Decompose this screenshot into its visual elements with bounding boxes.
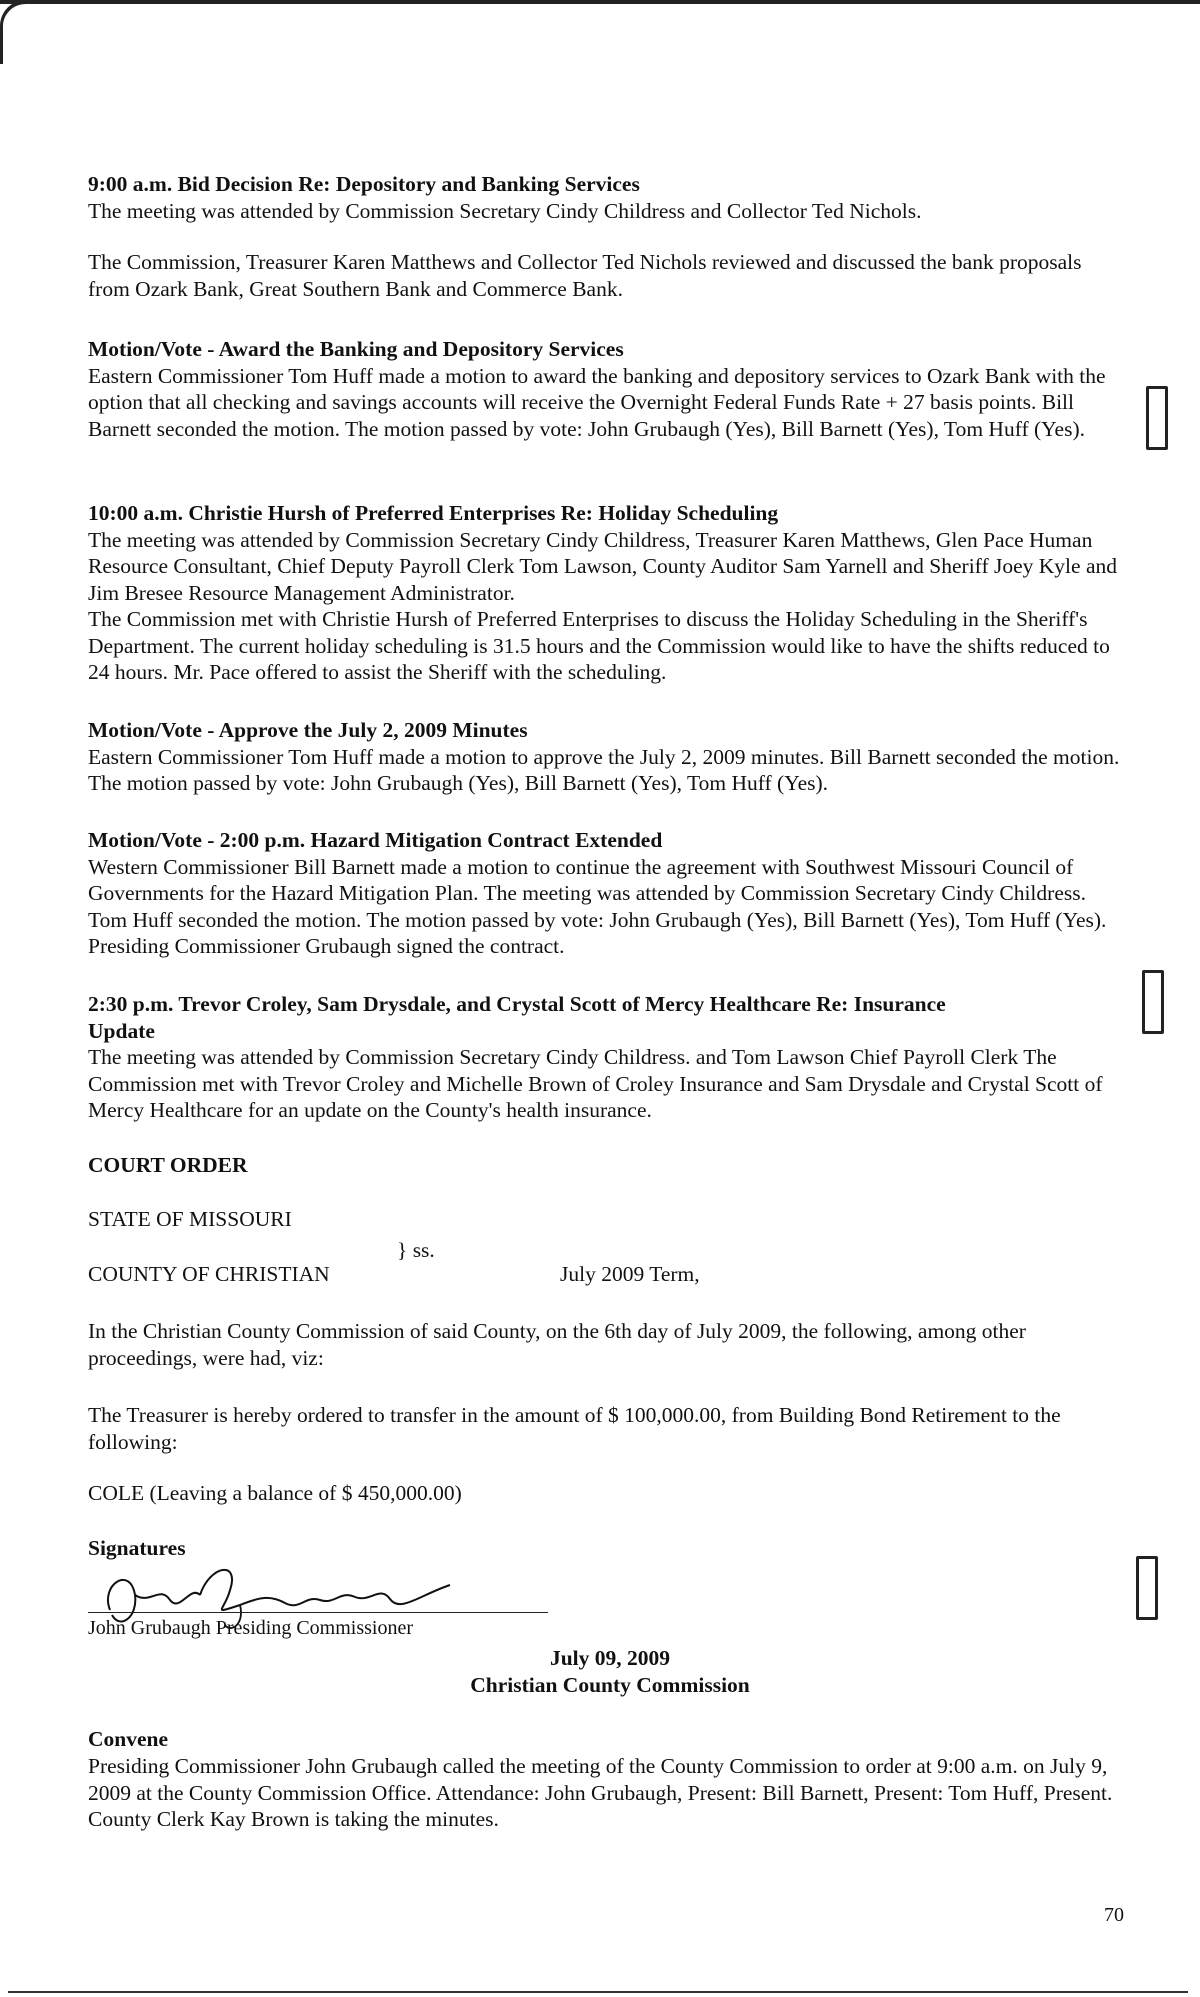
signer-name: John Grubaugh Presiding Commissioner bbox=[88, 1617, 413, 1639]
court-order-transfer: The Treasurer is hereby ordered to transfer in the amount of $ 100,000.00, from Building Bond Retirement to the following: bbox=[88, 1403, 1061, 1454]
section-insurance-update bbox=[88, 991, 1128, 1124]
section-heading: Motion/Vote - Approve the July 2, 2009 Minutes bbox=[88, 718, 528, 742]
page-number: 70 bbox=[1104, 1904, 1124, 1926]
section-hazard-mitigation bbox=[88, 827, 1128, 960]
section-approve-minutes bbox=[88, 717, 1128, 797]
section-award-banking bbox=[88, 336, 1128, 442]
section-paragraph: The meeting was attended by Commission Secretary Cindy Childress, Treasurer Karen Matthews, Glen Pace Human Resource Consultant, Chief Deputy Payroll Clerk Tom Lawson, County Auditor Sam Yarnell and Sheriff Joey Kyle and Jim Bresee Resource Management Administrator. bbox=[88, 527, 1117, 605]
section-heading: 2:30 p.m. Trevor Croley, Sam Drysdale, and Crystal Scott of Mercy Healthcare Re: Insurance Update bbox=[88, 992, 946, 1043]
margin-bracket-mark bbox=[1136, 1556, 1158, 1620]
page-bottom-edge bbox=[8, 1991, 1188, 1993]
section-heading: 10:00 a.m. Christie Hursh of Preferred Enterprises Re: Holiday Scheduling bbox=[88, 501, 779, 525]
section-holiday-scheduling bbox=[88, 500, 1128, 686]
section-paragraph: Western Commissioner Bill Barnett made a motion to continue the agreement with Southwest Missouri Council of Governments for the Hazard Mitigation Plan. The meeting was attended by Commission Secretary Cindy Childress. Tom Huff seconded the motion. The motion passed by vote: John Grubaugh (Yes), Bill Barnett (Yes), Tom Huff (Yes). Presiding Commissioner Grubaugh signed the contract. bbox=[88, 854, 1107, 958]
court-order-state: STATE OF MISSOURI bbox=[88, 1207, 292, 1231]
section-paragraph: The Commission met with Christie Hursh of Preferred Enterprises to discuss the Holiday Scheduling in the Sheriff's Department. The current holiday scheduling is 31.5 hours and the Commission would like to have the shifts reduced to 24 hours. Mr. Pace offered to assist the Sheriff with the scheduling. bbox=[88, 607, 1110, 684]
court-order-ss: } ss. bbox=[397, 1238, 435, 1262]
section-paragraph: Eastern Commissioner Tom Huff made a motion to approve the July 2, 2009 minutes. Bill Barnett seconded the motion. The motion passed by vote: John Grubaugh (Yes), Bill Barnett (Yes), Tom Huff (Yes). bbox=[88, 744, 1120, 795]
court-order-title: COURT ORDER bbox=[88, 1153, 248, 1177]
meeting-body: Christian County Commission bbox=[470, 1673, 750, 1697]
section-heading: 9:00 a.m. Bid Decision Re: Depository and Banking Services bbox=[88, 172, 640, 196]
court-order-county: COUNTY OF CHRISTIAN bbox=[88, 1262, 330, 1286]
section-paragraph: The meeting was attended by Commission Secretary Cindy Childress and Collector Ted Nichols. bbox=[88, 198, 922, 223]
section-heading: Motion/Vote - Award the Banking and Depository Services bbox=[88, 337, 624, 361]
signature-line bbox=[88, 1612, 548, 1613]
court-order-intro: In the Christian County Commission of said County, on the 6th day of July 2009, the following, among other proceedings, were had, viz: bbox=[88, 1319, 1026, 1370]
convene-text: Presiding Commissioner John Grubaugh called the meeting of the County Commission to order at 9:00 a.m. on July 9, 2009 at the County Commission Office. Attendance: John Grubaugh, Present: Bill Barnett, Present: Tom Huff, Present. County Clerk Kay Brown is taking the minutes. bbox=[88, 1754, 1113, 1831]
page-corner-edge bbox=[0, 0, 29, 64]
section-bid-decision bbox=[88, 171, 1128, 302]
convene-heading: Convene bbox=[88, 1727, 169, 1751]
section-paragraph: The Commission, Treasurer Karen Matthews and Collector Ted Nichols reviewed and discussed the bank proposals from Ozark Bank, Great Southern Bank and Commerce Bank. bbox=[88, 250, 1082, 301]
section-heading: Motion/Vote - 2:00 p.m. Hazard Mitigation Contract Extended bbox=[88, 828, 663, 852]
section-paragraph: Eastern Commissioner Tom Huff made a motion to award the banking and depository services to Ozark Bank with the option that all checking and savings accounts will receive the Overnight Federal Funds Rate + 27 basis points. Bill Barnett seconded the motion. The motion passed by vote: John Grubaugh (Yes), Bill Barnett (Yes), Tom Huff (Yes). bbox=[88, 363, 1106, 441]
court-order-term: July 2009 Term, bbox=[560, 1262, 700, 1286]
margin-bracket-mark bbox=[1142, 970, 1164, 1034]
court-order-cole: COLE (Leaving a balance of $ 450,000.00) bbox=[88, 1481, 462, 1505]
signatures-label: Signatures bbox=[88, 1536, 186, 1560]
meeting-date: July 09, 2009 bbox=[549, 1646, 671, 1670]
page-top-edge bbox=[0, 0, 1200, 4]
section-paragraph: The meeting was attended by Commission Secretary Cindy Childress. and Tom Lawson Chief Payroll Clerk The Commission met with Trevor Croley and Michelle Brown of Croley Insurance and Sam Drysdale and Crystal Scott of Mercy Healthcare for an update on the County's health insurance. bbox=[88, 1045, 1103, 1122]
margin-bracket-mark bbox=[1146, 386, 1168, 450]
